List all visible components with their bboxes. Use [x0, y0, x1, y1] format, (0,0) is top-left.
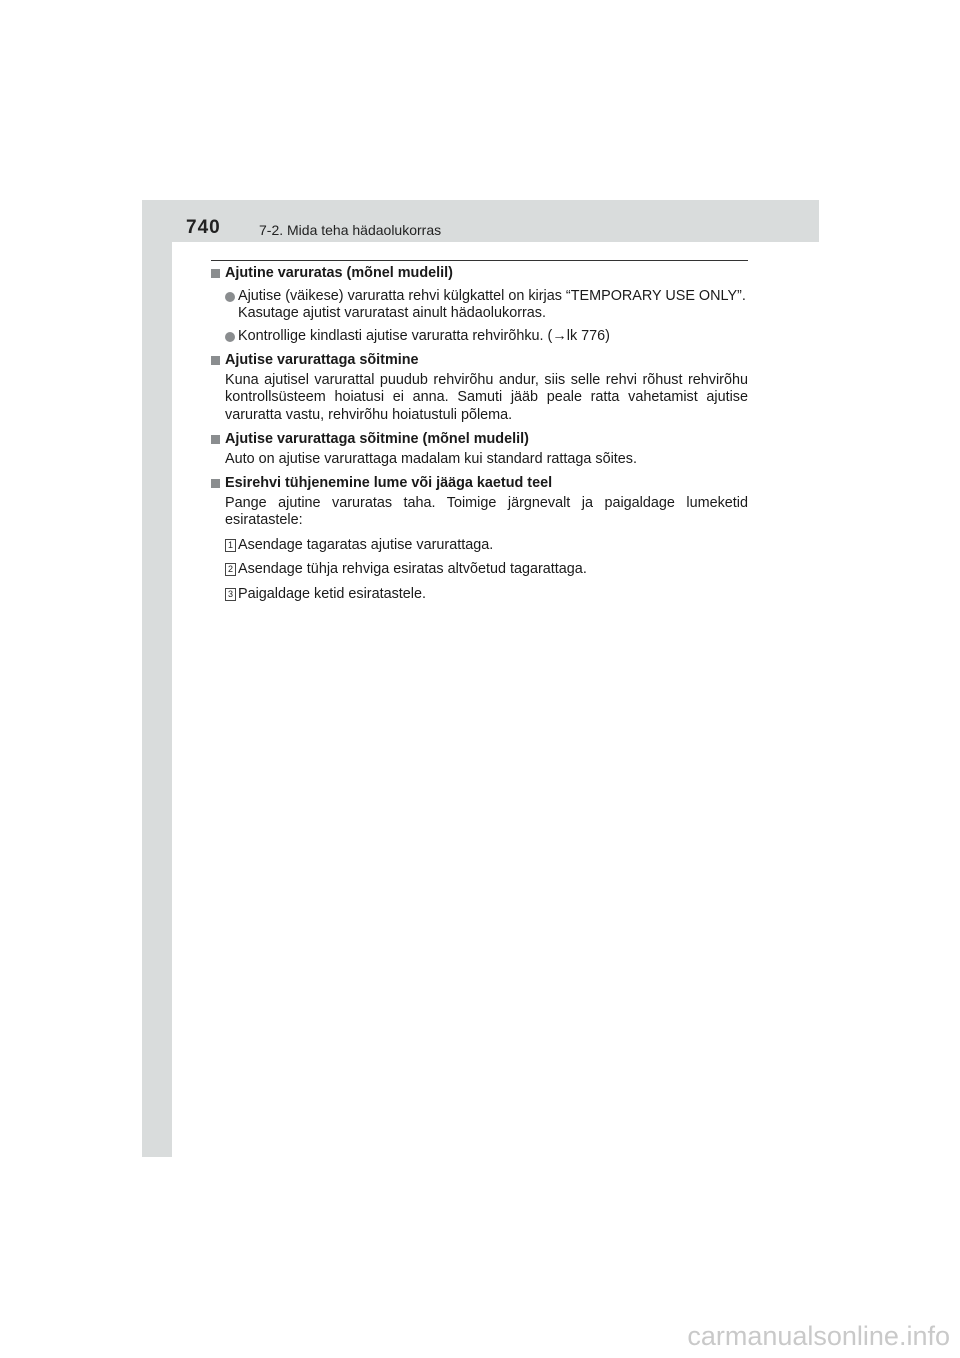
step-text: Asendage tagaratas ajutise varurattaga.	[238, 536, 494, 553]
circle-bullet-icon	[225, 332, 235, 342]
bullet-item	[211, 328, 748, 346]
square-bullet-icon	[211, 356, 220, 365]
arrow-right-icon: →	[552, 327, 567, 344]
side-band	[142, 200, 172, 1157]
heading-temporary-spare: Ajutine varuratas (mõnel mudelil)	[211, 265, 748, 283]
step-item	[211, 561, 748, 579]
page-number: 740	[186, 217, 221, 238]
step-text: Asendage tühja rehviga esiratas altvõetud tagarattaga.	[238, 561, 587, 577]
bullet-text: Ajutise (väikese) varuratta rehvi külgkattel on kirjas “TEMPORARY USE ONLY”.	[238, 287, 746, 304]
section-title: 7-2. Mida teha hädaolukorras	[259, 222, 442, 238]
square-bullet-icon	[211, 435, 220, 444]
bullet-text: Kasutage ajutist varuratast ainult hädaolukorras.	[238, 305, 546, 321]
watermark: carmanualsonline.info	[687, 1321, 950, 1351]
bullet-text: Kontrollige kindlasti ajutise varuratta rehvirõhku. (	[238, 327, 553, 344]
square-bullet-icon	[211, 269, 220, 278]
step-item	[211, 586, 748, 604]
paragraph: Auto on ajutise varurattaga madalam kui standard rattaga sõites.	[225, 450, 637, 467]
bullet-item	[211, 288, 748, 323]
heading-front-tire-snow: Esirehvi tühjenemine lume või jääga kaetud teel	[211, 475, 748, 493]
step-item	[211, 537, 748, 555]
header-band	[142, 200, 819, 245]
step-number-box: 3	[225, 588, 236, 601]
paragraph: Pange ajutine varuratas taha. Toimige järgnevalt ja paigaldage lumeketid esiratastele:	[225, 494, 748, 528]
page-content	[211, 265, 748, 603]
page-reference-link[interactable]: lk 776)	[566, 327, 610, 344]
heading-driving-spare: Ajutise varurattaga sõitmine	[211, 352, 748, 370]
step-number-box: 2	[225, 563, 236, 576]
content-top-rule	[211, 260, 748, 261]
circle-bullet-icon	[225, 292, 235, 302]
heading-driving-spare-models: Ajutise varurattaga sõitmine (mõnel mudelil)	[211, 431, 748, 449]
header-divider	[172, 242, 819, 246]
paragraph: Kuna ajutisel varurattal puudub rehvirõhu andur, siis selle rehvi rõhust rehvirõhu kontrollsüsteem hoiatusi ei anna. Samuti jääb peale ratta vahetamist ajutise varuratta vastu, rehvirõhu hoiatustuli põlema.	[225, 371, 748, 423]
step-number-box: 1	[225, 539, 236, 552]
square-bullet-icon	[211, 479, 220, 488]
step-text: Paigaldage ketid esiratastele.	[238, 585, 426, 602]
